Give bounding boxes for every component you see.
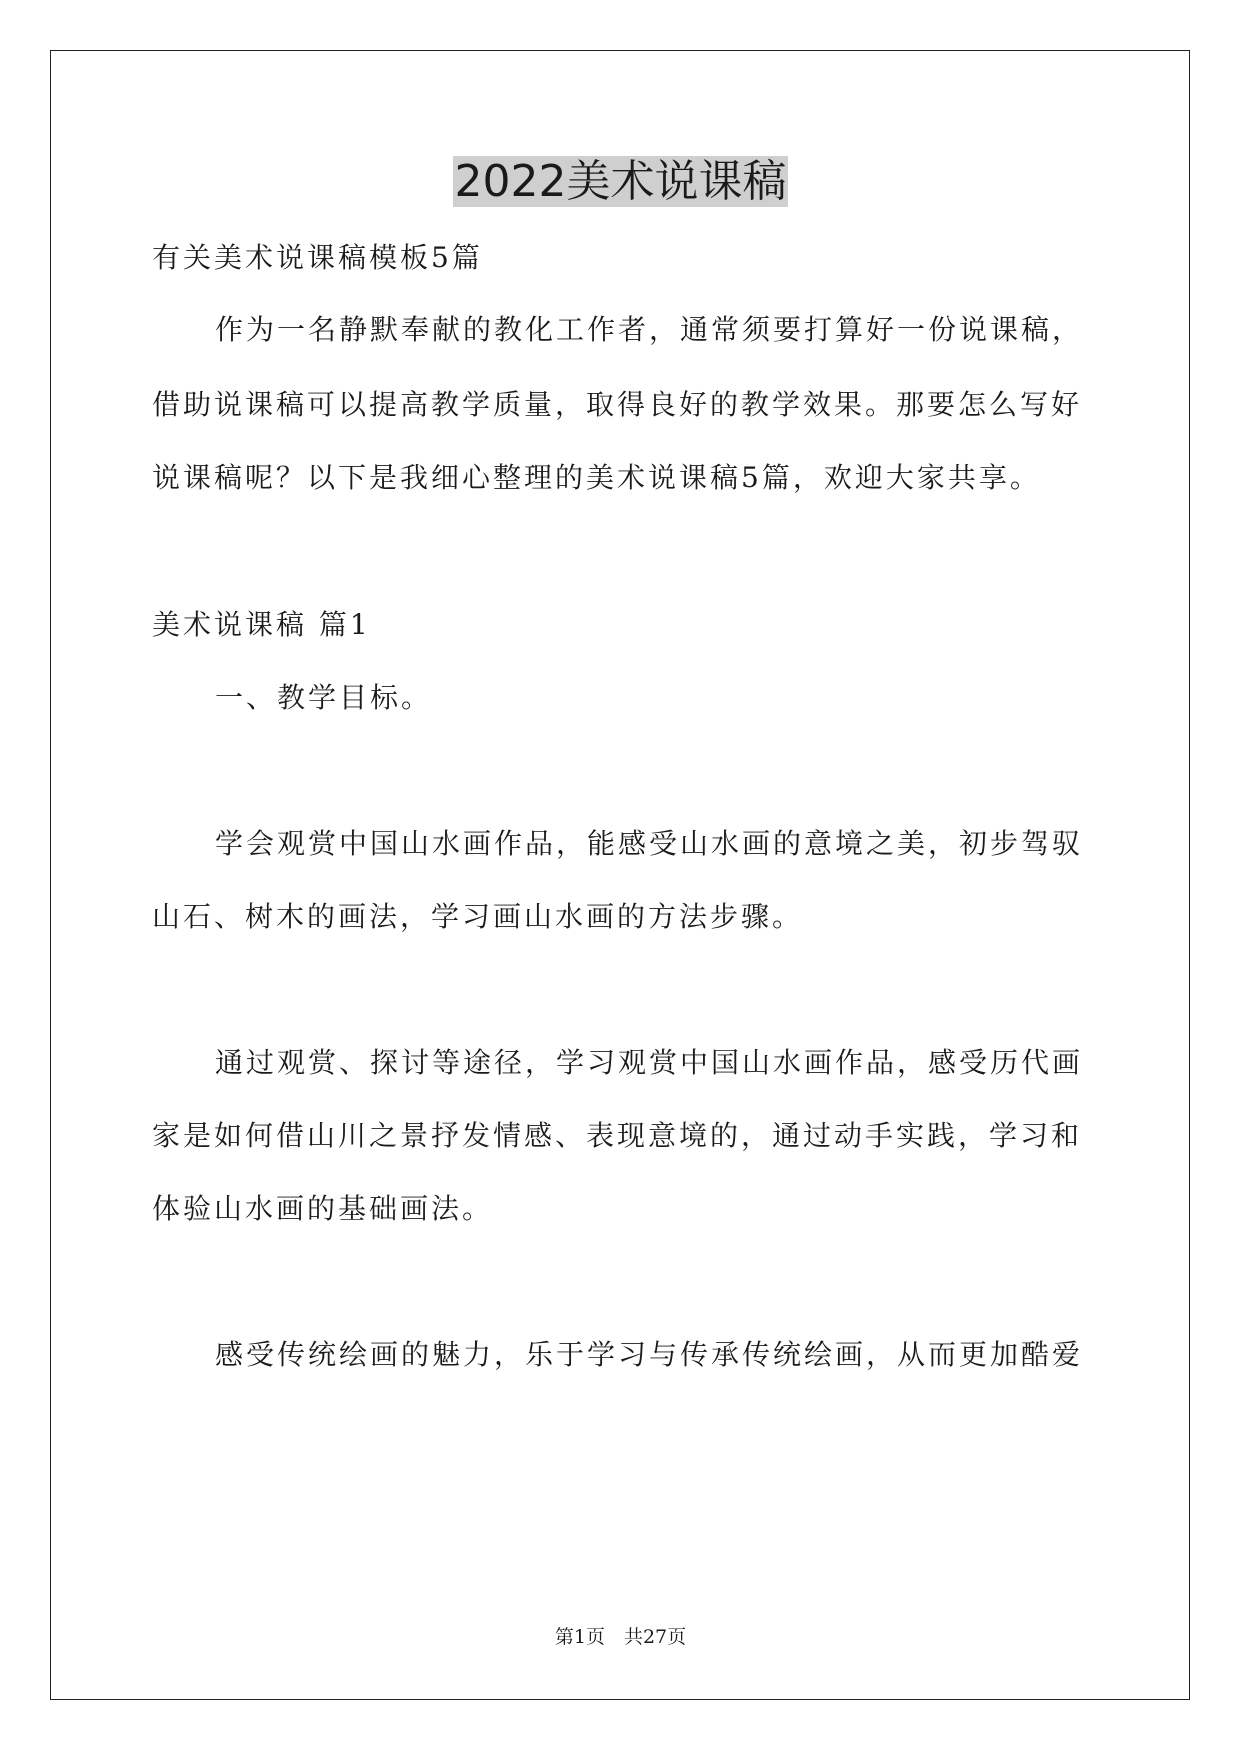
para1-line-2: 山石、树木的画法，学习画山水画的方法步骤。 xyxy=(152,900,804,933)
subheading-teaching-goals: 一、教学目标。 xyxy=(215,681,433,714)
para1-line-1: 学会观赏中国山水画作品，能感受山水画的意境之美，初步驾驭 xyxy=(215,827,1084,860)
intro-line-3: 说课稿呢？以下是我细心整理的美术说课稿5篇，欢迎大家共享。 xyxy=(152,461,1041,494)
document-subtitle: 有关美术说课稿模板5篇 xyxy=(152,241,483,274)
document-title xyxy=(0,152,1241,212)
page-border xyxy=(50,50,1190,1700)
title-text: 2022美术说课稿 xyxy=(454,156,787,207)
para2-line-2: 家是如何借山川之景抒发情感、表现意境的，通过动手实践，学习和 xyxy=(152,1119,1083,1152)
intro-line-1: 作为一名静默奉献的教化工作者，通常须要打算好一份说课稿， xyxy=(215,313,1084,346)
section-heading: 美术说课稿 篇1 xyxy=(152,608,371,641)
page-number-footer: 第1页 共27页 xyxy=(554,1626,687,1648)
intro-line-2: 借助说课稿可以提高教学质量，取得良好的教学效果。那要怎么写好 xyxy=(152,388,1083,421)
para2-line-1: 通过观赏、探讨等途径，学习观赏中国山水画作品，感受历代画 xyxy=(215,1046,1084,1079)
para3-line-1: 感受传统绘画的魅力，乐于学习与传承传统绘画，从而更加酷爱 xyxy=(215,1338,1084,1371)
para2-line-3: 体验山水画的基础画法。 xyxy=(152,1192,494,1225)
